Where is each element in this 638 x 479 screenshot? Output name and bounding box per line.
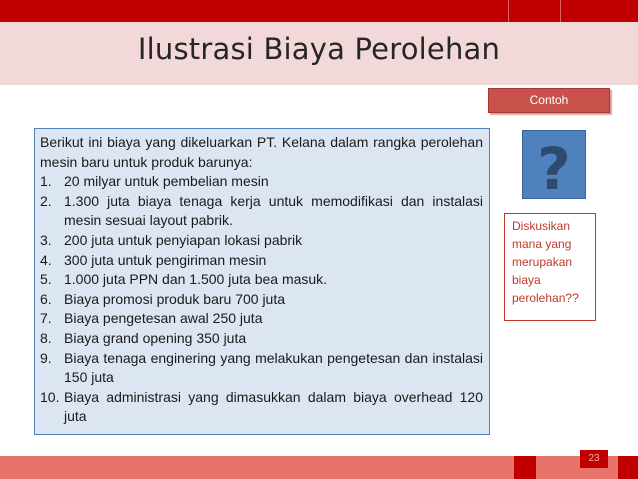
top-bar [0, 0, 638, 22]
cost-item-text: Biaya pengetesan awal 250 juta [64, 310, 263, 327]
question-mark-icon: ? [537, 135, 571, 203]
discussion-text: Diskusikan mana yang merupakan biaya perolehan [512, 219, 573, 305]
cost-list [40, 172, 483, 427]
cost-item-text: 300 juta untuk pengiriman mesin [64, 251, 267, 268]
cost-item-text: 1.000 juta PPN dan 1.500 juta bea masuk. [64, 271, 328, 288]
slide-title: Ilustrasi Biaya Perolehan [137, 32, 501, 66]
bottom-bar-square [514, 456, 536, 479]
cost-item-number: 9. [40, 349, 52, 366]
discussion-suffix: ?? [565, 291, 579, 305]
cost-list-item [40, 309, 483, 329]
cost-list-item [40, 270, 483, 290]
cost-item-text: Biaya grand opening 350 juta [64, 329, 247, 346]
top-bar-square [560, 0, 587, 22]
cost-item-number: 3. [40, 231, 52, 248]
cost-list-item [40, 290, 483, 310]
cost-item-number: 1. [40, 173, 52, 190]
cost-list-item [40, 349, 483, 388]
cost-item-number: 6. [40, 290, 52, 307]
cost-item-number: 5. [40, 271, 52, 288]
cost-item-number: 8. [40, 329, 52, 346]
intro-text: Berikut ini biaya yang dikeluarkan PT. Kelana dalam rangka perolehan mesin baru untuk produk barunya: [40, 134, 483, 170]
cost-item-text: Biaya administrasi yang dimasukkan dalam biaya overhead 120 juta [64, 388, 483, 425]
cost-list-item [40, 388, 483, 427]
cost-item-number: 2. [40, 192, 52, 209]
cost-item-number: 4. [40, 251, 52, 268]
cost-item-text: 20 milyar untuk pembelian mesin [64, 173, 269, 190]
cost-list-item [40, 231, 483, 251]
cost-list-item [40, 192, 483, 231]
question-box [522, 130, 586, 203]
cost-list-item [40, 329, 483, 349]
cost-list-item [40, 251, 483, 271]
cost-item-text: 1.300 juta biaya tenaga kerja untuk memodifikasi dan instalasi mesin sesuai layout pabrik. [64, 192, 483, 229]
bottom-bar-square [618, 456, 638, 479]
contoh-badge: Contoh [488, 88, 610, 113]
bottom-bar [0, 456, 638, 479]
cost-item-number: 7. [40, 310, 52, 327]
cost-list-box [34, 128, 490, 435]
cost-item-number: 10. [40, 388, 60, 405]
top-bar-square [508, 0, 535, 22]
cost-item-text: Biaya tenaga enginering yang melakukan pengetesan dan instalasi 150 juta [64, 349, 483, 386]
cost-list-item [40, 172, 483, 192]
cost-item-text: Biaya promosi produk baru 700 juta [64, 290, 286, 307]
discussion-prompt [504, 213, 596, 321]
page-number: 23 [580, 450, 608, 468]
cost-item-text: 200 juta untuk penyiapan lokasi pabrik [64, 231, 303, 248]
